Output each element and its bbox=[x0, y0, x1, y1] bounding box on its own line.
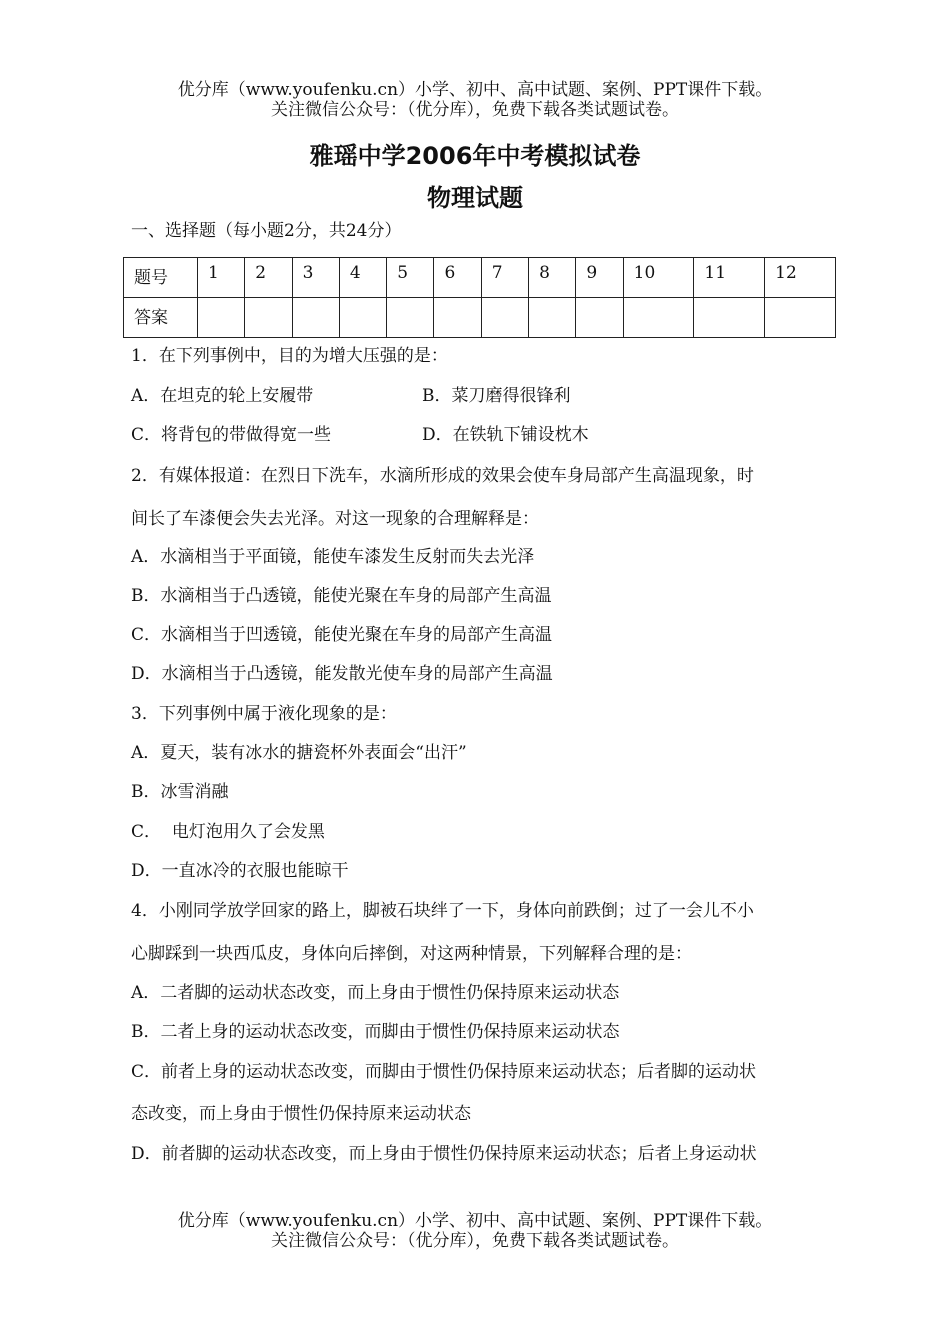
answer-cell[interactable] bbox=[529, 298, 576, 338]
q2-option-c: C．水滴相当于凹透镜，能使光聚在车身的局部产生高温 bbox=[131, 625, 553, 645]
q3-option-c: C． 电灯泡用久了会发黑 bbox=[131, 822, 325, 842]
header-line-1: 优分库（www.youfenku.cn）小学、初中、高中试题、案例、PPT课件下载。 bbox=[177, 80, 773, 100]
answer-cell[interactable] bbox=[765, 298, 836, 338]
table-cell-number: 11 bbox=[694, 258, 765, 298]
q3-option-a: A．夏天，装有冰水的搪瓷杯外表面会“出汗” bbox=[131, 743, 467, 763]
table-cell-number: 5 bbox=[387, 258, 434, 298]
table-cell-number: 3 bbox=[292, 258, 339, 298]
q2-option-b: B．水滴相当于凸透镜，能使光聚在车身的局部产生高温 bbox=[131, 586, 552, 606]
answer-cell[interactable] bbox=[245, 298, 292, 338]
q2-stem-line-2: 间长了车漆便会失去光泽。对这一现象的合理解释是： bbox=[131, 509, 539, 529]
table-row-numbers bbox=[124, 258, 836, 298]
table-cell-number: 9 bbox=[576, 258, 623, 298]
section-heading: 一、选择题（每小题2分，共24分） bbox=[131, 221, 402, 241]
q2-stem-line-1: 2．有媒体报道：在烈日下洗车，水滴所形成的效果会使车身局部产生高温现象，时 bbox=[131, 466, 754, 486]
q2-option-a: A．水滴相当于平面镜，能使车漆发生反射而失去光泽 bbox=[131, 547, 535, 567]
answer-cell[interactable] bbox=[387, 298, 434, 338]
table-cell-number: 10 bbox=[623, 258, 694, 298]
header-line-2: 关注微信公众号：（优分库），免费下载各类试题试卷。 bbox=[271, 100, 679, 120]
q3-option-b: B．冰雪消融 bbox=[131, 782, 229, 802]
table-cell-number: 8 bbox=[529, 258, 576, 298]
q1-option-b: B．菜刀磨得很锋利 bbox=[422, 386, 571, 406]
answer-cell[interactable] bbox=[481, 298, 528, 338]
page-title: 雅瑶中学2006年中考模拟试卷 bbox=[309, 142, 641, 170]
answer-cell[interactable] bbox=[576, 298, 623, 338]
answer-cell[interactable] bbox=[434, 298, 481, 338]
table-cell-number: 4 bbox=[339, 258, 386, 298]
q4-option-d-line-1: D．前者脚的运动状态改变，而上身由于惯性仍保持原来运动状态；后者上身运动状 bbox=[131, 1144, 757, 1164]
q4-option-c-line-1: C．前者上身的运动状态改变，而脚由于惯性仍保持原来运动状态；后者脚的运动状 bbox=[131, 1062, 757, 1082]
q4-option-b: B．二者上身的运动状态改变，而脚由于惯性仍保持原来运动状态 bbox=[131, 1022, 620, 1042]
page-subtitle: 物理试题 bbox=[427, 184, 523, 212]
table-header-label: 题号 bbox=[124, 258, 198, 298]
answer-cell[interactable] bbox=[339, 298, 386, 338]
footer-line-1: 优分库（www.youfenku.cn）小学、初中、高中试题、案例、PPT课件下载。 bbox=[177, 1211, 773, 1231]
answer-cell[interactable] bbox=[694, 298, 765, 338]
q3-stem: 3．下列事例中属于液化现象的是： bbox=[131, 704, 397, 724]
q4-stem-line-2: 心脚踩到一块西瓜皮，身体向后摔倒，对这两种情景，下列解释合理的是： bbox=[131, 944, 692, 964]
table-cell-number: 7 bbox=[481, 258, 528, 298]
q4-stem-line-1: 4．小刚同学放学回家的路上，脚被石块绊了一下，身体向前跌倒；过了一会儿不小 bbox=[131, 901, 754, 921]
q1-stem: 1．在下列事例中，目的为增大压强的是： bbox=[131, 346, 448, 366]
q4-option-c-line-2: 态改变，而上身由于惯性仍保持原来运动状态 bbox=[131, 1104, 471, 1124]
table-row-answers bbox=[124, 298, 836, 338]
q2-option-d: D．水滴相当于凸透镜，能发散光使车身的局部产生高温 bbox=[131, 664, 553, 684]
answer-cell[interactable] bbox=[623, 298, 694, 338]
q3-option-d: D．一直冰冷的衣服也能晾干 bbox=[131, 861, 349, 881]
q1-option-a: A．在坦克的轮上安履带 bbox=[131, 386, 314, 406]
answer-table bbox=[123, 257, 836, 338]
table-cell-number: 6 bbox=[434, 258, 481, 298]
footer-line-2: 关注微信公众号：（优分库），免费下载各类试题试卷。 bbox=[271, 1231, 679, 1251]
table-cell-number: 1 bbox=[198, 258, 245, 298]
table-cell-number: 12 bbox=[765, 258, 836, 298]
table-cell-number: 2 bbox=[245, 258, 292, 298]
answer-cell[interactable] bbox=[198, 298, 245, 338]
answer-cell[interactable] bbox=[292, 298, 339, 338]
table-answer-label: 答案 bbox=[124, 298, 198, 338]
q4-option-a: A．二者脚的运动状态改变，而上身由于惯性仍保持原来运动状态 bbox=[131, 983, 620, 1003]
q1-option-c: C．将背包的带做得宽一些 bbox=[131, 425, 332, 445]
q1-option-d: D．在铁轨下铺设枕木 bbox=[422, 425, 589, 445]
